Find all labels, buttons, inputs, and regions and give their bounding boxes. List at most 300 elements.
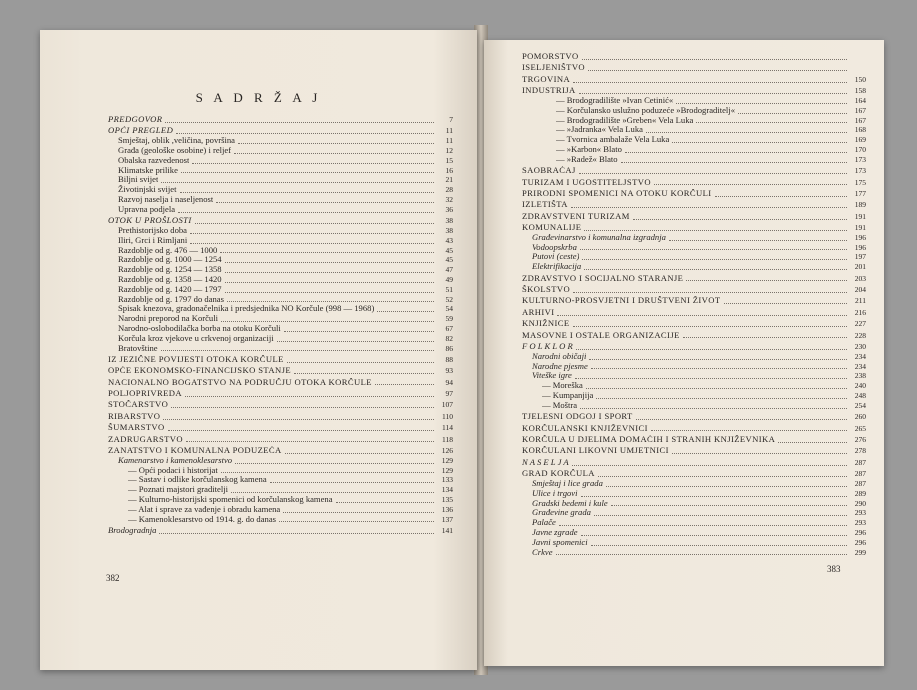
dot-leader (596, 398, 847, 399)
toc-entry (522, 446, 866, 456)
dot-leader (606, 486, 847, 487)
dot-leader (579, 173, 847, 174)
toc-entry-page: 287 (854, 469, 866, 479)
toc-entry (522, 116, 866, 126)
dot-leader (738, 113, 847, 114)
toc-entry-title: POLJOPRIVREDA (108, 389, 182, 399)
toc-entry (522, 469, 866, 479)
toc-entry-title: Razvoj naselja i naseljenost (118, 194, 214, 204)
toc-entry-page: 173 (854, 154, 866, 164)
toc-entry-page: 67 (445, 323, 453, 333)
toc-entry-title: F O L K L O R (522, 342, 573, 352)
toc-entry (522, 479, 866, 489)
dot-leader (589, 359, 847, 360)
dot-leader (651, 430, 847, 431)
toc-entry-title: Narodne pjesme (532, 361, 588, 371)
dot-leader (724, 303, 847, 304)
toc-entry-title: Gradski bedemi i kule (532, 498, 608, 508)
toc-entry-title: Ulice i trgovi (532, 488, 578, 498)
toc-entry-page: 189 (854, 200, 866, 210)
toc-entry-title: — Moštra (542, 400, 578, 410)
dot-leader (669, 240, 847, 241)
dot-leader (584, 230, 847, 231)
toc-entry-title: — Brodogradilište »Ivan Cetinić« (556, 95, 674, 105)
toc-entry-page: 170 (854, 144, 866, 154)
dot-leader (672, 142, 847, 143)
toc-entry-page: 196 (854, 232, 866, 242)
toc-entry-title: — Kulturno-historijski spomenici od korčulanskog kamena (128, 495, 333, 505)
toc-entry-page: 21 (445, 175, 453, 185)
toc-entry (108, 175, 453, 185)
toc-entry (108, 495, 453, 505)
dot-leader (676, 103, 847, 104)
dot-leader (686, 280, 847, 281)
toc-list-left (108, 115, 453, 536)
toc-entry (522, 178, 866, 188)
toc-entry-page: 43 (445, 235, 453, 245)
toc-entry-page: 191 (854, 211, 866, 221)
toc-entry-page: 49 (445, 274, 453, 284)
toc-entry-page: 133 (441, 475, 453, 485)
dot-leader (225, 282, 434, 283)
toc-entry-title: Životinjski svijet (118, 185, 177, 195)
toc-entry-page: 164 (854, 95, 866, 105)
toc-entry (108, 389, 453, 399)
toc-entry-page: 296 (854, 537, 866, 547)
dot-leader (285, 453, 434, 454)
dot-leader (572, 465, 847, 466)
toc-entry-page: 230 (854, 342, 866, 352)
toc-entry (522, 548, 866, 558)
toc-entry (108, 412, 453, 422)
toc-entry-page: 135 (441, 495, 453, 505)
toc-entry-page: 203 (854, 273, 866, 283)
page-number-left: 382 (106, 573, 120, 583)
dot-leader (581, 496, 847, 497)
dot-leader (192, 163, 434, 164)
toc-entry (108, 366, 453, 376)
toc-entry (108, 344, 453, 354)
toc-entry-title: NACIONALNO BOGATSTVO NA PODRUČJU OTOKA KORČULE (108, 377, 372, 387)
toc-entry (108, 515, 453, 525)
dot-leader (594, 515, 847, 516)
toc-entry-title: MASOVNE I OSTALE ORGANIZACIJE (522, 330, 680, 340)
toc-entry-title: PRIRODNI SPOMENICI NA OTOKU KORČULI (522, 188, 712, 198)
toc-entry (108, 136, 453, 146)
toc-entry-title: Građevine grada (532, 508, 591, 518)
toc-entry (108, 156, 453, 166)
toc-entry (522, 508, 866, 518)
toc-entry-page: 114 (442, 423, 453, 433)
toc-entry-title: TURIZAM I UGOSTITELJSTVO (522, 177, 651, 187)
dot-leader (221, 472, 434, 473)
dot-leader (216, 202, 434, 203)
toc-entry-title: KORČULANSKI KNJIŽEVNICI (522, 423, 648, 433)
toc-entry (522, 401, 866, 411)
toc-entry-title: KORČULA U DJELIMA DOMAĆIH I STRANIH KNJIŽEVNIKA (522, 434, 776, 444)
toc-entry-page: 248 (854, 391, 866, 400)
toc-entry-title: POMORSTVO (522, 52, 579, 61)
toc-entry-page: 227 (854, 319, 866, 329)
toc-entry-page: 265 (854, 423, 866, 433)
dot-leader (283, 512, 434, 513)
toc-entry-page: 158 (854, 86, 866, 96)
toc-entry (522, 424, 866, 434)
toc-entry (108, 275, 453, 285)
toc-entry-page: 126 (441, 446, 453, 456)
toc-entry-title: Razdoblje od g. 1254 — 1358 (118, 265, 222, 275)
dot-leader (185, 396, 434, 397)
toc-entry-page: 234 (854, 351, 866, 361)
toc-entry-page: 137 (441, 514, 453, 524)
dot-leader (573, 326, 847, 327)
toc-entry (522, 381, 866, 391)
toc-entry (108, 246, 453, 256)
toc-entry (108, 216, 453, 226)
toc-entry (522, 212, 866, 222)
toc-entry-page: 169 (854, 135, 866, 145)
toc-entry (108, 304, 453, 314)
toc-entry-title: KOMUNALIJE (522, 223, 582, 233)
dot-leader (161, 350, 434, 351)
toc-entry-title: ZANATSTVO I KOMUNALNA PODUZEĆA (108, 446, 282, 456)
left-page (40, 30, 477, 670)
toc-entry-title: — Brodogradilište »Greben« Vela Luka (556, 115, 694, 125)
toc-entry (108, 265, 453, 275)
dot-leader (195, 223, 434, 224)
toc-entry-page: 94 (445, 377, 453, 387)
toc-entry-title: Palače (532, 518, 556, 528)
toc-entry-title: Crkve (532, 547, 553, 557)
toc-entry-page: 201 (854, 262, 866, 272)
dot-leader (159, 533, 434, 534)
toc-entry-title: Narodno-oslobodilačka borba na otoku Korčuli (118, 323, 281, 333)
toc-entry-title: RIBARSTVO (108, 411, 161, 421)
dot-leader (279, 521, 434, 522)
dot-leader (575, 378, 847, 379)
toc-entry (522, 331, 866, 341)
toc-entry-title: Smještaj i lice grada (532, 478, 603, 488)
toc-entry-page: 173 (854, 166, 866, 176)
toc-entry-title: Narodni preporod na Korčuli (118, 314, 218, 324)
toc-entry-title: ZADRUGARSTVO (108, 434, 183, 444)
dot-leader (557, 315, 847, 316)
toc-entry (108, 285, 453, 295)
toc-entry-page: 136 (441, 504, 453, 514)
toc-entry-page: 129 (441, 455, 453, 465)
dot-leader (238, 143, 434, 144)
toc-entry (522, 489, 866, 499)
toc-entry-page: 177 (854, 188, 866, 198)
toc-entry-page: 167 (854, 105, 866, 115)
toc-entry-title: Putovi (ceste) (532, 252, 580, 262)
toc-entry-page: 97 (445, 389, 453, 399)
toc-entry (522, 135, 866, 145)
toc-entry-page: 254 (854, 400, 866, 410)
dot-leader (220, 252, 434, 253)
dot-leader (580, 249, 847, 250)
toc-entry-title: Kamenarstvo i kamenoklesarstvo (118, 455, 233, 465)
toc-entry (108, 334, 453, 344)
dot-leader (582, 259, 847, 260)
toc-entry-title: Upravna podjela (118, 204, 176, 214)
toc-entry-title: — Korčulansko uslužno poduzeće »Brodograditelj« (556, 105, 735, 115)
toc-entry (522, 106, 866, 116)
dot-leader (580, 408, 847, 409)
dot-leader (672, 453, 847, 454)
toc-entry-title: Razdoblje od g. 1797 do danas (118, 294, 224, 304)
toc-entry (522, 296, 866, 306)
toc-entry-page: 38 (445, 216, 453, 226)
dot-leader (621, 162, 847, 163)
toc-entry (108, 115, 453, 125)
toc-entry-title: Elektrifikacija (532, 262, 582, 272)
toc-entry-title: KULTURNO-PROSVJETNI I DRUŠTVENI ŽIVOT (522, 296, 721, 306)
toc-entry-title: — Opći podaci i historijat (128, 465, 218, 475)
toc-entry (108, 126, 453, 136)
toc-entry-title: Građevinarstvo i komunalna izgradnja (532, 232, 666, 242)
toc-entry (522, 155, 866, 165)
toc-entry (108, 505, 453, 515)
toc-entry (522, 233, 866, 243)
dot-leader (181, 172, 434, 173)
dot-leader (284, 331, 434, 332)
toc-entry-page: 88 (445, 354, 453, 364)
dot-leader (573, 292, 847, 293)
toc-entry (108, 423, 453, 433)
dot-leader (178, 212, 434, 213)
dot-leader (576, 349, 847, 350)
toc-entry-title: ZDRAVSTVO I SOCIJALNO STARANJE (522, 273, 684, 283)
toc-entry-title: Prethistorijsko doba (118, 225, 187, 235)
dot-leader (168, 430, 434, 431)
toc-entry-title: ISELJENIŠTVO (522, 63, 586, 73)
toc-entry-page: 86 (445, 343, 453, 353)
dot-leader (654, 184, 847, 185)
toc-entry-title: TRGOVINA (522, 74, 571, 84)
toc-entry (522, 145, 866, 155)
toc-entry (522, 166, 866, 176)
toc-entry-page: 216 (854, 307, 866, 317)
toc-entry-page: 290 (854, 498, 866, 508)
toc-entry-title: ZDRAVSTVENI TURIZAM (522, 211, 630, 221)
toc-entry-title: Razdoblje od g. 1420 — 1797 (118, 284, 222, 294)
toc-entry (108, 485, 453, 495)
toc-entry-page: 45 (445, 245, 453, 255)
toc-entry (522, 274, 866, 284)
dot-leader (180, 192, 435, 193)
toc-entry-page: 167 (854, 115, 866, 125)
dot-leader (225, 292, 434, 293)
toc-entry-title: GRAD KORČULA (522, 469, 595, 479)
toc-entry-page: 296 (854, 527, 866, 537)
toc-entry-title: — Moreška (542, 381, 583, 391)
toc-entry (522, 200, 866, 210)
toc-entry (108, 355, 453, 365)
toc-entry (522, 391, 866, 401)
toc-entry-title: Javni spomenici (532, 537, 588, 547)
toc-entry-title: — Alat i sprave za vađenje i obradu kamena (128, 504, 281, 514)
toc-entry (108, 295, 453, 305)
toc-entry-page: 32 (445, 194, 453, 204)
toc-entry-title: Narodni običaji (532, 351, 587, 361)
toc-entry-title: Smještaj, oblik ,veličina, površina (118, 136, 235, 146)
toc-entry-title: OTOK U PROŠLOSTI (108, 216, 192, 226)
toc-entry (522, 223, 866, 233)
toc-entry-title: Iliri, Grci i Rimljani (118, 235, 188, 245)
dot-leader (683, 337, 847, 338)
dot-leader (165, 122, 434, 123)
dot-leader (646, 132, 847, 133)
dot-leader (190, 243, 434, 244)
toc-entry-page: 129 (441, 465, 453, 475)
toc-entry (108, 466, 453, 476)
toc-entry-title: Građa (geološke osobine) i reljef (118, 145, 232, 155)
toc-entry (108, 526, 453, 536)
toc-entry-page: 276 (854, 434, 866, 444)
toc-entry-title: KNJIŽNICE (522, 319, 570, 329)
toc-entry-page: 150 (854, 74, 866, 84)
toc-entry-title: — »Radež« Blato (556, 154, 618, 164)
dot-leader (171, 407, 434, 408)
toc-entry (522, 412, 866, 422)
toc-entry-page: 240 (854, 381, 866, 391)
toc-entry-title: IZ JEZIČNE POVIJESTI OTOKA KORČULE (108, 354, 284, 364)
dot-leader (636, 419, 847, 420)
toc-entry (522, 86, 866, 96)
page-heading: S A D R Ž A J (195, 90, 322, 105)
toc-entry-page: 191 (854, 223, 866, 233)
toc-entry-page: 38 (445, 225, 453, 235)
toc-entry (522, 285, 866, 295)
toc-entry-page: 107 (441, 400, 453, 410)
dot-leader (176, 133, 434, 134)
toc-entry (108, 475, 453, 485)
toc-entry-page: 12 (445, 145, 453, 155)
toc-entry-page: 51 (445, 284, 453, 294)
toc-entry-page: 16 (445, 165, 453, 175)
toc-entry-page: 59 (445, 314, 453, 324)
dot-leader (163, 419, 434, 420)
toc-entry-title: Razdoblje od g. 1000 — 1254 (118, 255, 222, 265)
toc-entry-page: 278 (854, 446, 866, 456)
toc-entry-page: 204 (854, 285, 866, 295)
dot-leader (235, 463, 434, 464)
toc-entry-title: KORČULANI LIKOVNI UMJETNICI (522, 446, 669, 456)
toc-entry-page: 211 (855, 296, 866, 306)
toc-entry (522, 75, 866, 85)
toc-entry (522, 189, 866, 199)
dot-leader (277, 341, 434, 342)
dot-leader (625, 152, 847, 153)
toc-entry-title: STOČARSTVO (108, 400, 169, 410)
toc-entry-title: Biljni svijet (118, 175, 159, 185)
dot-leader (591, 545, 847, 546)
toc-entry-page: 36 (445, 204, 453, 214)
toc-entry-page: 134 (441, 485, 453, 495)
toc-entry (108, 236, 453, 246)
toc-entry-page: 82 (445, 333, 453, 343)
toc-entry-page: 175 (854, 177, 866, 187)
toc-entry-page: 11 (445, 136, 453, 146)
toc-entry-title: — Kamenoklesarstvo od 1914. g. do danas (128, 514, 276, 524)
toc-entry (522, 262, 866, 272)
toc-entry (108, 314, 453, 324)
toc-entry (522, 362, 866, 372)
toc-entry-title: INDUSTRIJA (522, 86, 576, 96)
toc-entry (108, 146, 453, 156)
toc-entry (522, 528, 866, 538)
toc-entry-page: 196 (854, 242, 866, 252)
page-number-right: 383 (827, 564, 841, 574)
dot-leader (190, 233, 434, 234)
dot-leader (294, 373, 434, 374)
toc-entry (108, 166, 453, 176)
toc-entry (522, 252, 866, 262)
toc-entry-title: N A S E L J A (522, 457, 569, 467)
toc-entry-title: OPĆI PREGLED (108, 126, 174, 136)
toc-entry-page: 260 (854, 412, 866, 422)
dot-leader (582, 59, 847, 60)
toc-entry-page: 47 (445, 265, 453, 275)
toc-entry (522, 538, 866, 548)
toc-list-right (522, 52, 866, 557)
dot-leader (559, 525, 847, 526)
toc-entry-title: — Poznati majstori graditelji (128, 485, 229, 495)
toc-entry-page: 11 (445, 126, 453, 136)
toc-entry-title: ŠUMARSTVO (108, 423, 165, 433)
toc-entry (522, 458, 866, 468)
toc-entry-page: 45 (445, 255, 453, 265)
dot-leader (377, 311, 434, 312)
toc-entry-title: — Kumpanjija (542, 391, 594, 400)
dot-leader (221, 321, 434, 322)
dot-leader (598, 476, 847, 477)
dot-leader (231, 492, 434, 493)
dot-leader (696, 122, 847, 123)
toc-entry (522, 243, 866, 253)
dot-leader (225, 262, 434, 263)
toc-entry (108, 435, 453, 445)
toc-entry (108, 195, 453, 205)
toc-entry-title: — Tvornica ambalaže Vela Luka (556, 135, 670, 145)
toc-entry-title: Razdoblje od g. 476 — 1000 (118, 245, 218, 255)
dot-leader (227, 301, 434, 302)
toc-entry-page: 52 (445, 294, 453, 304)
toc-entry-title: Viteške igre (532, 371, 572, 381)
toc-entry (522, 308, 866, 318)
toc-entry (522, 63, 866, 73)
dot-leader (287, 362, 434, 363)
toc-entry (522, 342, 866, 352)
toc-entry-page: 141 (441, 526, 453, 535)
toc-entry-page: 54 (445, 304, 453, 314)
toc-entry (522, 125, 866, 135)
toc-entry-page: 299 (854, 547, 866, 557)
toc-entry-title: — Sastav i odlike korčulanskog kamena (128, 475, 267, 485)
toc-entry-title: Obalska razvedenost (118, 155, 190, 165)
toc-entry (522, 52, 866, 62)
dot-leader (586, 388, 847, 389)
dot-leader (336, 502, 434, 503)
toc-entry-title: PREDGOVOR (108, 115, 163, 124)
toc-entry-title: Klimatske prilike (118, 165, 178, 175)
dot-leader (161, 182, 434, 183)
toc-entry-title: ARHIVI (522, 307, 555, 317)
dot-leader (591, 368, 847, 369)
toc-entry-title: Javne zgrade (532, 527, 578, 537)
dot-leader (611, 505, 847, 506)
